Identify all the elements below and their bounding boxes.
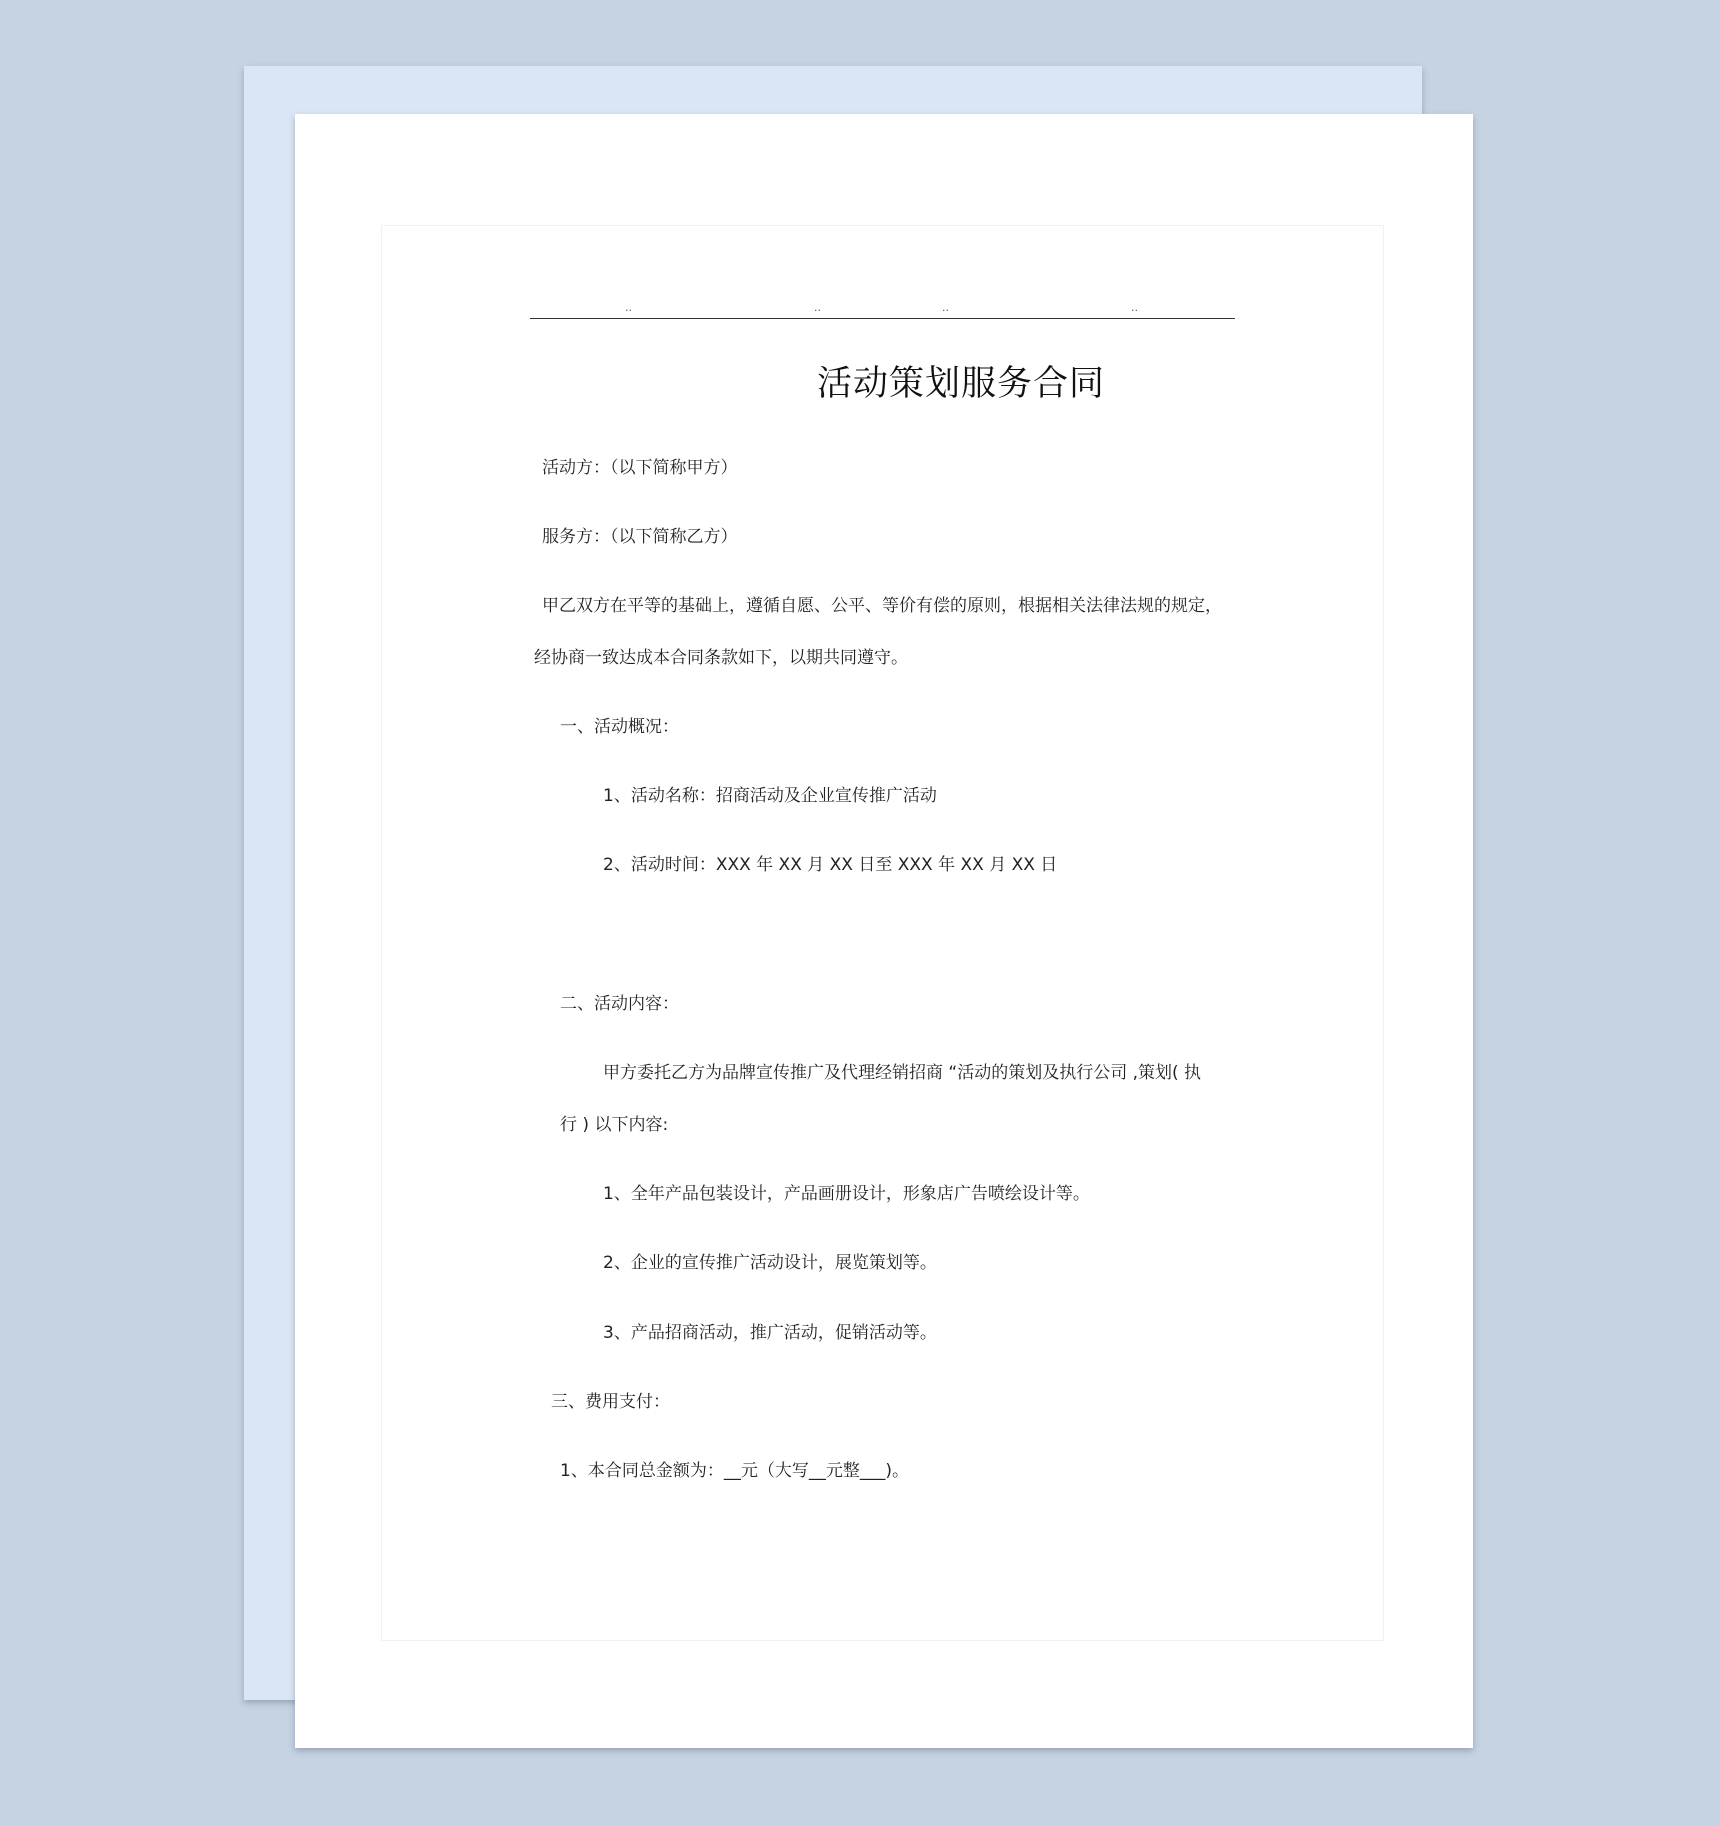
section-2-intro: 甲方委托乙方为品牌宣传推广及代理经销招商 “活动的策划及执行公司 ,策划( 执 — [603, 1063, 1202, 1083]
document-title: 活动策划服务合同 — [817, 364, 1106, 404]
section-2-item: 1、全年产品包装设计，产品画册设计，形象店广告喷绘设计等。 — [603, 1184, 1090, 1204]
section-1-item: 2、活动时间：XXX 年 XX 月 XX 日至 XXX 年 XX 月 XX 日 — [603, 855, 1058, 875]
preamble-line: 经协商一致达成本合同条款如下，以期共同遵守。 — [534, 648, 908, 668]
page-margin-frame — [381, 225, 1384, 1641]
document-page — [295, 114, 1473, 1748]
party-b-line: 服务方：（以下简称乙方） — [542, 527, 738, 547]
section-2-item: 2、企业的宣传推广活动设计，展览策划等。 — [603, 1253, 937, 1273]
section-1-item: 1、活动名称：招商活动及企业宣传推广活动 — [603, 786, 937, 806]
section-2-item: 3、产品招商活动，推广活动，促销活动等。 — [603, 1323, 937, 1343]
section-3-item: 1、本合同总金额为：__元（大写__元整___)。 — [560, 1461, 909, 1481]
party-a-line: 活动方：（以下简称甲方） — [542, 458, 738, 478]
section-1-heading: 一、活动概况： — [560, 717, 679, 737]
header-mark: .. — [1131, 301, 1138, 314]
section-2-intro: 行 ) 以下内容: — [560, 1115, 669, 1135]
header-mark: .. — [625, 301, 632, 314]
header-rule — [530, 318, 1235, 319]
section-3-heading: 三、费用支付： — [551, 1392, 670, 1412]
preamble-line: 甲乙双方在平等的基础上，遵循自愿、公平、等价有偿的原则，根据相关法律法规的规定， — [542, 596, 1222, 616]
header-mark: .. — [814, 301, 821, 314]
section-2-heading: 二、活动内容： — [560, 994, 679, 1014]
header-mark: .. — [942, 301, 949, 314]
